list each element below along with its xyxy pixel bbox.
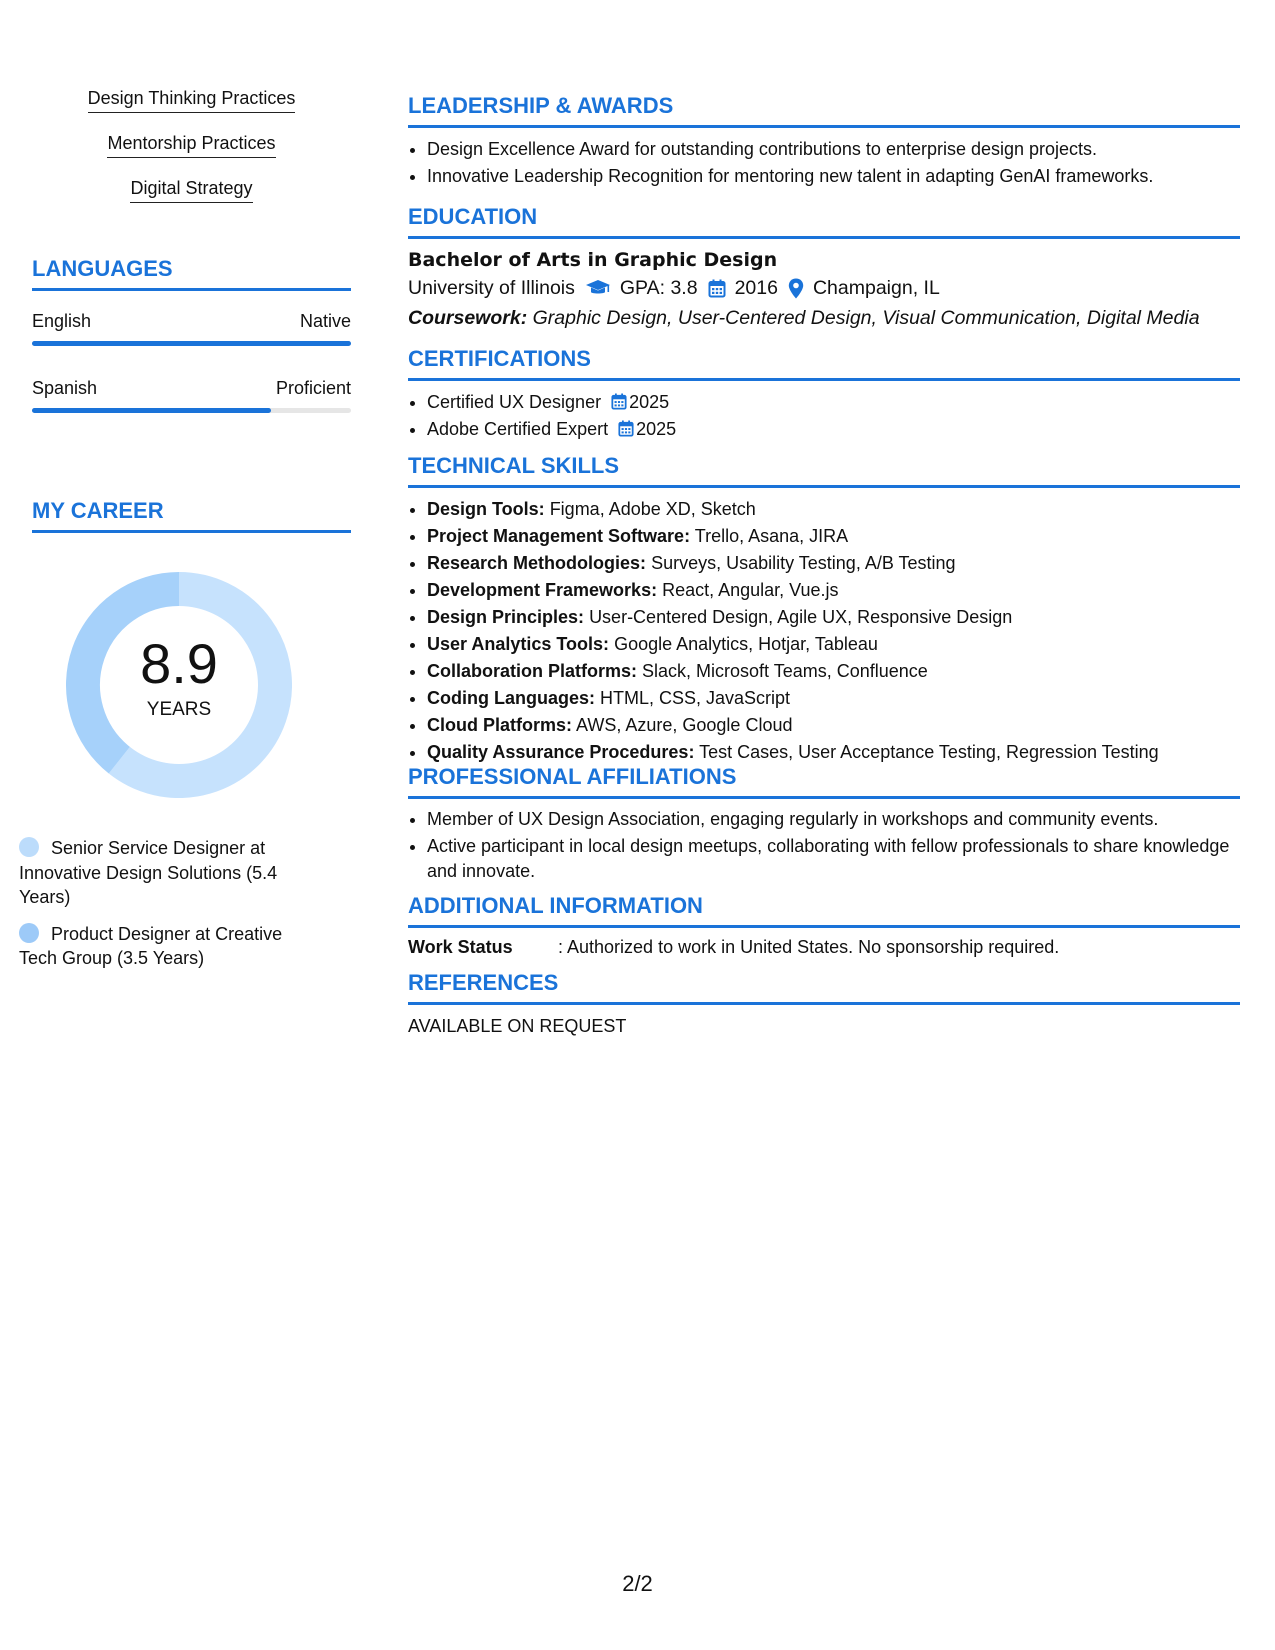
technical-skill-value: Trello, Asana, JIRA (694, 526, 849, 546)
calendar-icon (618, 420, 634, 437)
career-legend-label: Senior Service Designer at Innovative Design Solutions (5.4 Years) (19, 838, 278, 907)
career-legend-label: Product Designer at Creative Tech Group (3.5 Years) (19, 923, 283, 968)
career-donut-chart (66, 572, 292, 798)
career-section (32, 497, 351, 533)
school-location: Champaign, IL (812, 277, 940, 299)
languages-section (32, 255, 351, 413)
affiliation-item: • Member of UX Design Association, engaging regularly in workshops and community events. (427, 807, 1240, 832)
legend-dot (19, 923, 39, 943)
career-legend (19, 836, 309, 983)
certification-item (427, 416, 1240, 443)
technical-skills-section (408, 452, 1240, 766)
technical-skill-label: Research Methodologies: (427, 553, 647, 573)
technical-skill-item (427, 658, 1240, 685)
technical-skill-value: Figma, Adobe XD, Sketch (549, 499, 756, 519)
skill-tag: Digital Strategy (130, 176, 252, 203)
language-item (32, 376, 351, 413)
additional-info-title: ADDITIONAL INFORMATION (408, 892, 1240, 928)
legend-dot (19, 837, 39, 857)
language-item (32, 309, 351, 346)
education-title: EDUCATION (408, 203, 1240, 239)
technical-skill-item (427, 550, 1240, 577)
calendar-icon (708, 279, 726, 298)
graduation-year: 2016 (734, 277, 778, 299)
technical-skill-item (427, 685, 1240, 712)
skill-tag: Design Thinking Practices (88, 86, 296, 113)
language-name: English (32, 311, 92, 331)
references-text: AVAILABLE ON REQUEST (408, 1016, 627, 1036)
technical-skills-title: TECHNICAL SKILLS (408, 452, 1240, 488)
calendar-icon (611, 393, 627, 410)
education-section (408, 203, 1240, 333)
leadership-section (408, 92, 1240, 190)
technical-skill-value: Google Analytics, Hotjar, Tableau (614, 634, 878, 654)
affiliation-item: • Active participant in local design meetups, collaborating with fellow professionals to share knowledge and innovate. (427, 834, 1240, 884)
technical-skill-label: Design Principles: (427, 607, 585, 627)
gpa: GPA: 3.8 (619, 277, 698, 299)
work-status-row (408, 935, 1240, 959)
certification-name: Certified UX Designer (427, 392, 602, 412)
technical-skill-label: Development Frameworks: (427, 580, 658, 600)
language-level-bar (32, 341, 351, 346)
leadership-item: • Design Excellence Award for outstanding contributions to enterprise design projects. (427, 136, 1240, 163)
page-number: 2/2 (622, 1571, 653, 1596)
degree-title: Bachelor of Arts in Graphic Design (408, 249, 778, 271)
skill-tags (32, 86, 351, 221)
technical-skill-label: Collaboration Platforms: (427, 661, 638, 681)
languages-title: LANGUAGES (32, 255, 351, 291)
technical-skill-value: AWS, Azure, Google Cloud (576, 715, 793, 735)
certifications-section (408, 345, 1240, 443)
references-title: REFERENCES (408, 969, 1240, 1005)
leadership-item: • Innovative Leadership Recognition for mentoring new talent in adapting GenAI frameworks. (427, 163, 1240, 190)
technical-skill-item (427, 577, 1240, 604)
technical-skill-value: React, Angular, Vue.js (662, 580, 839, 600)
leadership-title: LEADERSHIP & AWARDS (408, 92, 1240, 128)
technical-skill-label: Cloud Platforms: (427, 715, 573, 735)
certifications-title: CERTIFICATIONS (408, 345, 1240, 381)
language-level-fill (32, 341, 351, 346)
language-level: Native (299, 311, 351, 331)
technical-skill-label: Design Tools: (427, 499, 545, 519)
technical-skill-item (427, 496, 1240, 523)
references-section (408, 969, 1240, 1038)
certification-year: 2025 (636, 419, 677, 439)
career-total-value: 8.9 (140, 632, 218, 695)
certification-name: Adobe Certified Expert (427, 419, 609, 439)
technical-skill-label: Quality Assurance Procedures: (427, 742, 695, 762)
career-legend-item (19, 922, 309, 971)
technical-skill-item (427, 631, 1240, 658)
technical-skill-item (427, 523, 1240, 550)
language-name: Spanish (32, 378, 98, 398)
technical-skill-value: HTML, CSS, JavaScript (600, 688, 791, 708)
affiliations-title: PROFESSIONAL AFFILIATIONS (408, 763, 1240, 799)
technical-skill-value: Surveys, Usability Testing, A/B Testing (651, 553, 956, 573)
language-level-bar (32, 408, 351, 413)
coursework-list: Graphic Design, User-Centered Design, Visual Communication, Digital Media (532, 307, 1200, 329)
career-legend-item (19, 836, 309, 910)
certification-year: 2025 (629, 392, 670, 412)
location-pin-icon (788, 278, 804, 299)
technical-skill-value: Slack, Microsoft Teams, Confluence (642, 661, 928, 681)
work-status-label: Work Status (408, 937, 513, 957)
career-total-unit: YEARS (146, 699, 212, 720)
certification-item (427, 389, 1240, 416)
technical-skills-list (408, 496, 1240, 766)
graduation-cap-icon (585, 279, 611, 297)
technical-skill-value: User-Centered Design, Agile UX, Responsive Design (589, 607, 1013, 627)
language-level-fill (32, 408, 271, 413)
language-level: Proficient (275, 378, 351, 398)
technical-skill-item (427, 712, 1240, 739)
education-details (408, 273, 1240, 303)
skill-tag: Mentorship Practices (107, 131, 275, 158)
career-title: MY CAREER (32, 497, 351, 533)
technical-skill-item (427, 739, 1240, 766)
technical-skill-value: Test Cases, User Acceptance Testing, Regression Testing (699, 742, 1159, 762)
additional-info-section (408, 892, 1240, 959)
coursework (408, 303, 1240, 333)
technical-skill-label: Coding Languages: (427, 688, 595, 708)
coursework-label: Coursework: (408, 307, 528, 329)
technical-skill-label: Project Management Software: (427, 526, 691, 546)
school-name: University of Illinois (408, 277, 575, 299)
affiliations-section (408, 763, 1240, 886)
work-status-value: : Authorized to work in United States. No sponsorship required. (558, 937, 1060, 957)
technical-skill-item (427, 604, 1240, 631)
technical-skill-label: User Analytics Tools: (427, 634, 610, 654)
